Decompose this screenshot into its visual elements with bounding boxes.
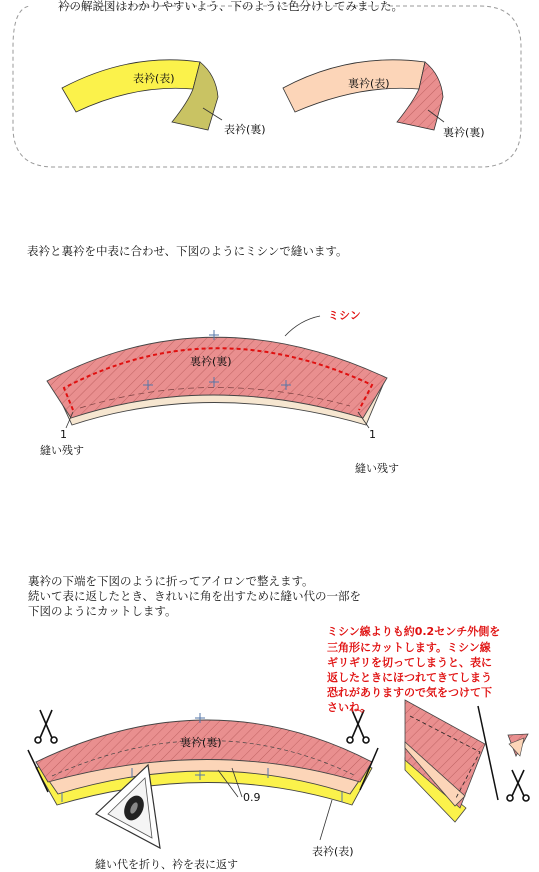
right-number: 1 <box>369 428 376 441</box>
scissors-icon <box>507 770 529 801</box>
sewing-collar-label: 裏衿(裏) <box>190 355 232 368</box>
fold-instruction-line-3: 下図のようにカットします。 <box>28 604 177 618</box>
fold-collar-label: 裏衿(裏) <box>180 736 222 749</box>
legend-intro: 衿の解説図はわかりやすいよう、下のように色分けしてみました。 <box>58 0 403 13</box>
ura-eri-front-label: 裏衿(表) <box>348 77 390 90</box>
cut-note-line-3: ギリギリを切ってしまうと、表に <box>327 656 492 669</box>
sewing-ura-eri <box>47 337 387 418</box>
cut-note-line-6: さいね。 <box>327 701 371 714</box>
machine-label: ミシン <box>328 309 361 322</box>
cut-note-line-1: ミシン線よりも約0.2センチ外側を <box>327 625 501 638</box>
cut-note-line-4: 返したときにほつれてきてしまう <box>327 671 492 684</box>
measure-label: 0.9 <box>243 791 261 804</box>
fold-bottom-label: 表衿(表) <box>312 845 354 858</box>
fold-instruction-line-2: 続いて表に返したとき、きれいに角を出すために縫い代の一部を <box>28 589 362 603</box>
iron-caption: 縫い代を折り、衿を表に返す <box>95 858 238 871</box>
omote-eri-front-shape <box>62 60 200 112</box>
scissors-icon <box>35 710 57 743</box>
cut-note-line-2: 三角形にカットします。ミシン線 <box>327 641 491 654</box>
cut-note-line-5: 恐れがありますので気をつけて下 <box>327 686 492 699</box>
ura-eri-back-label: 裏衿(裏) <box>443 126 485 139</box>
left-note: 縫い残す <box>40 444 84 457</box>
left-number: 1 <box>60 428 67 441</box>
omote-eri-front-label: 表衿(表) <box>133 72 175 85</box>
sewing-instruction: 表衿と裏衿を中表に合わせ、下図のようにミシンで縫います。 <box>27 244 348 258</box>
right-note: 縫い残す <box>355 462 399 475</box>
corner-detail <box>405 700 538 822</box>
fold-instruction-line-1: 裏衿の下端を下図のように折ってアイロンで整えます。 <box>28 574 314 588</box>
omote-eri-back-label: 表衿(裏) <box>224 123 266 136</box>
